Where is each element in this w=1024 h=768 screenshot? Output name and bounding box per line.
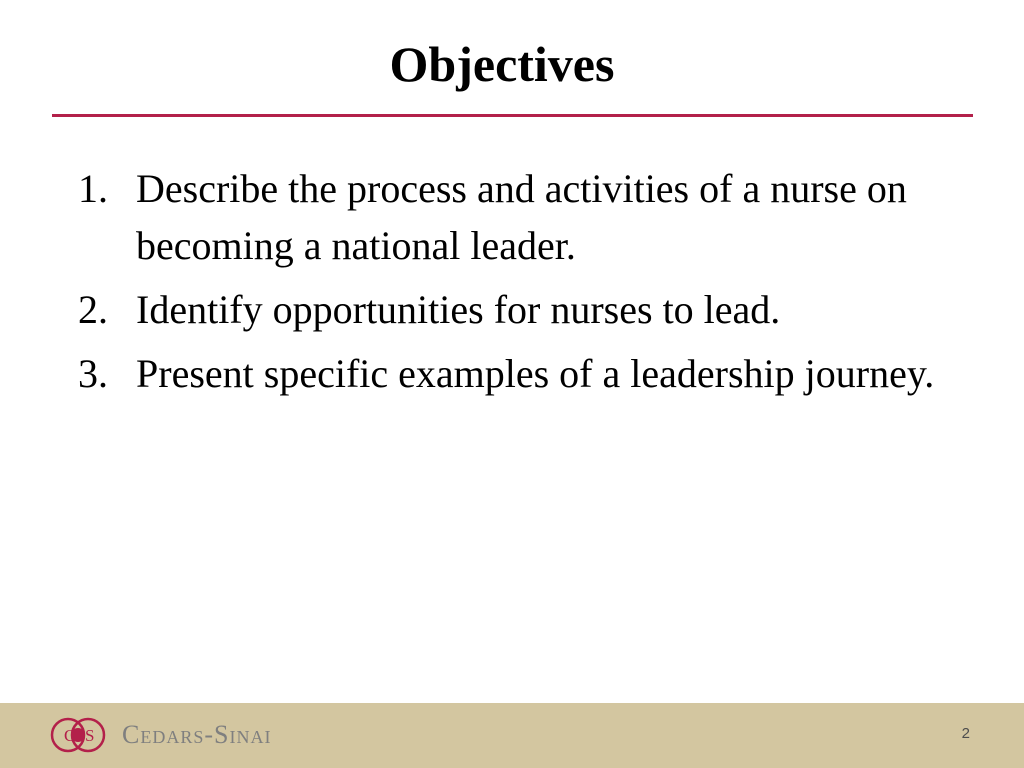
- item-number: 1.: [78, 166, 108, 211]
- objectives-list: [78, 160, 978, 409]
- item-number: 3.: [78, 351, 108, 396]
- list-item: [78, 345, 978, 402]
- list-item: [78, 160, 978, 274]
- logo-text: Cedars-Sinai: [122, 720, 272, 749]
- item-number: 2.: [78, 287, 108, 332]
- svg-text:S: S: [85, 726, 95, 745]
- item-text: Describe the process and activities of a nurse on becoming a national leader.: [136, 166, 907, 268]
- svg-text:C: C: [64, 726, 76, 745]
- page-number: 2: [961, 725, 970, 742]
- title-divider: [52, 114, 973, 117]
- item-text: Identify opportunities for nurses to lead.: [136, 287, 781, 332]
- item-text: Present specific examples of a leadership journey.: [136, 351, 935, 396]
- list-item: [78, 281, 978, 338]
- footer-bar: [0, 703, 1024, 768]
- cedars-sinai-logo: [50, 717, 271, 753]
- slide-title: Objectives: [389, 36, 615, 92]
- cedars-sinai-logo-icon: [50, 717, 106, 753]
